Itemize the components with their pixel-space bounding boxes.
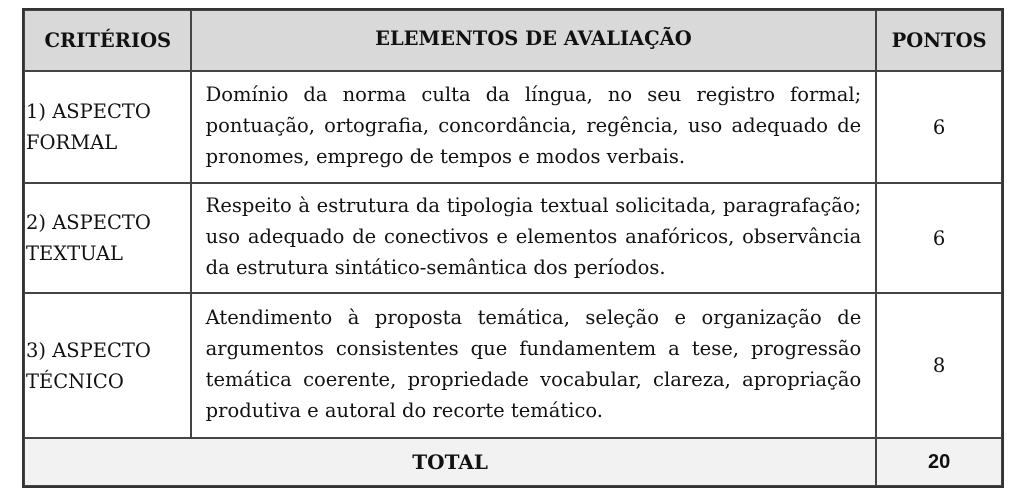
criteria-cell [24, 293, 191, 438]
criteria-cell [24, 71, 191, 183]
table-row [24, 183, 1002, 293]
points-cell: 6 [876, 71, 1002, 183]
elements-cell: Domínio da norma culta da língua, no seu registro formal; pontuação, ortografia, concordância, regência, uso adequado de pronomes, emprego de tempos e modos verbais. [191, 71, 877, 183]
elements-cell: Atendimento à proposta temática, seleção e organização de argumentos consistentes que fundamentem a tese, progressão temática coerente, propriedade vocabular, clareza, apropriação produtiva e autoral do recorte temático. [191, 293, 877, 438]
criteria-line: 2) ASPECTO [26, 211, 151, 234]
header-elements: ELEMENTOS DE AVALIAÇÃO [191, 10, 877, 71]
criteria-cell [24, 183, 191, 293]
header-points: PONTOS [876, 10, 1002, 71]
criteria-line: 1) ASPECTO [26, 100, 151, 123]
points-cell: 6 [876, 183, 1002, 293]
total-row [24, 438, 1002, 486]
table-row [24, 71, 1002, 183]
points-cell: 8 [876, 293, 1002, 438]
criteria-line: 3) ASPECTO [26, 338, 151, 362]
total-label: TOTAL [24, 438, 876, 486]
header-criteria: CRITÉRIOS [24, 10, 191, 71]
criteria-line: TÉCNICO [26, 369, 124, 393]
header-row [24, 10, 1002, 71]
evaluation-criteria-table [22, 8, 1004, 488]
criteria-line: FORMAL [26, 131, 118, 154]
elements-cell: Respeito à estrutura da tipologia textual solicitada, paragrafação; uso adequado de conectivos e elementos anafóricos, observância da estrutura sintático-semântica dos períodos. [191, 183, 877, 293]
table-row [24, 293, 1002, 438]
total-points: 20 [876, 438, 1002, 486]
criteria-line: TEXTUAL [26, 242, 123, 265]
